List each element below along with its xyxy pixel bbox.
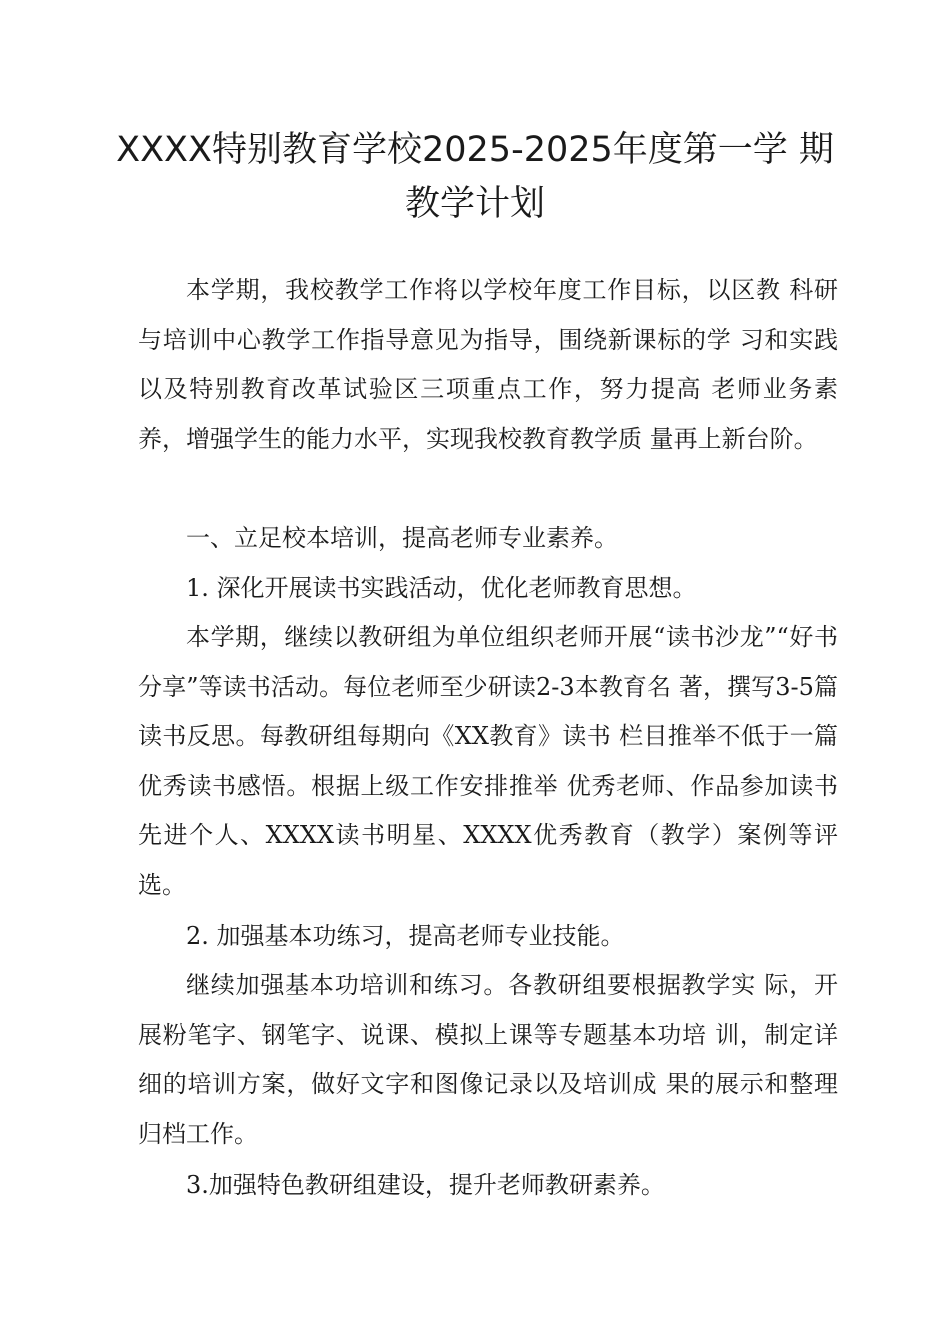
item3-heading: 3.加强特色教研组建设，提升老师教研素养。: [186, 1171, 665, 1199]
document-title-line1: XXXX特别教育学校2025-2025年度第一学 期: [116, 130, 834, 170]
item1-body: 本学期，继续以教研组为单位组织老师开展“读书沙龙”“好书分享”等读书活动。每位老师至少研读2-3本教育名 著，撰写3-5篇读书反思。每教研组每期向《XX教育》读书 栏目推举不低于一篇优秀读书感悟。根据上级工作安排推举 优秀老师、作品参加读书先进个人、XXXX读书明星、XXXX优秀教育（教学）案例等评选。: [138, 623, 838, 899]
item2-heading: 2. 加强基本功练习，提高老师专业技能。: [186, 922, 625, 950]
item1-body-block: [138, 613, 838, 911]
document-title-line2: 教学计划: [404, 184, 545, 224]
item2-body-block: [138, 961, 838, 1159]
intro-paragraph: 本学期，我校教学工作将以学校年度工作目标，以区教 科研与培训中心教学工作指导意见为指导，围绕新课标的学 习和实践以及特别教育改革试验区三项重点工作，努力提高 老师业务素养，增强学生的能力水平，实现我校教育教学质 量再上新台阶。: [138, 276, 838, 453]
intro-paragraph-block: [138, 266, 838, 464]
section1-heading: 一、立足校本培训，提高老师专业素养。: [186, 524, 618, 552]
item2-body: 继续加强基本功培训和练习。各教研组要根据教学实 际，开展粉笔字、钢笔字、说课、模拟上课等专题基本功培 训，制定详细的培训方案，做好文字和图像记录以及培训成 果的展示和整理归档工作。: [138, 971, 838, 1148]
item1-heading: 1. 深化开展读书实践活动，优化老师教育思想。: [186, 574, 697, 602]
